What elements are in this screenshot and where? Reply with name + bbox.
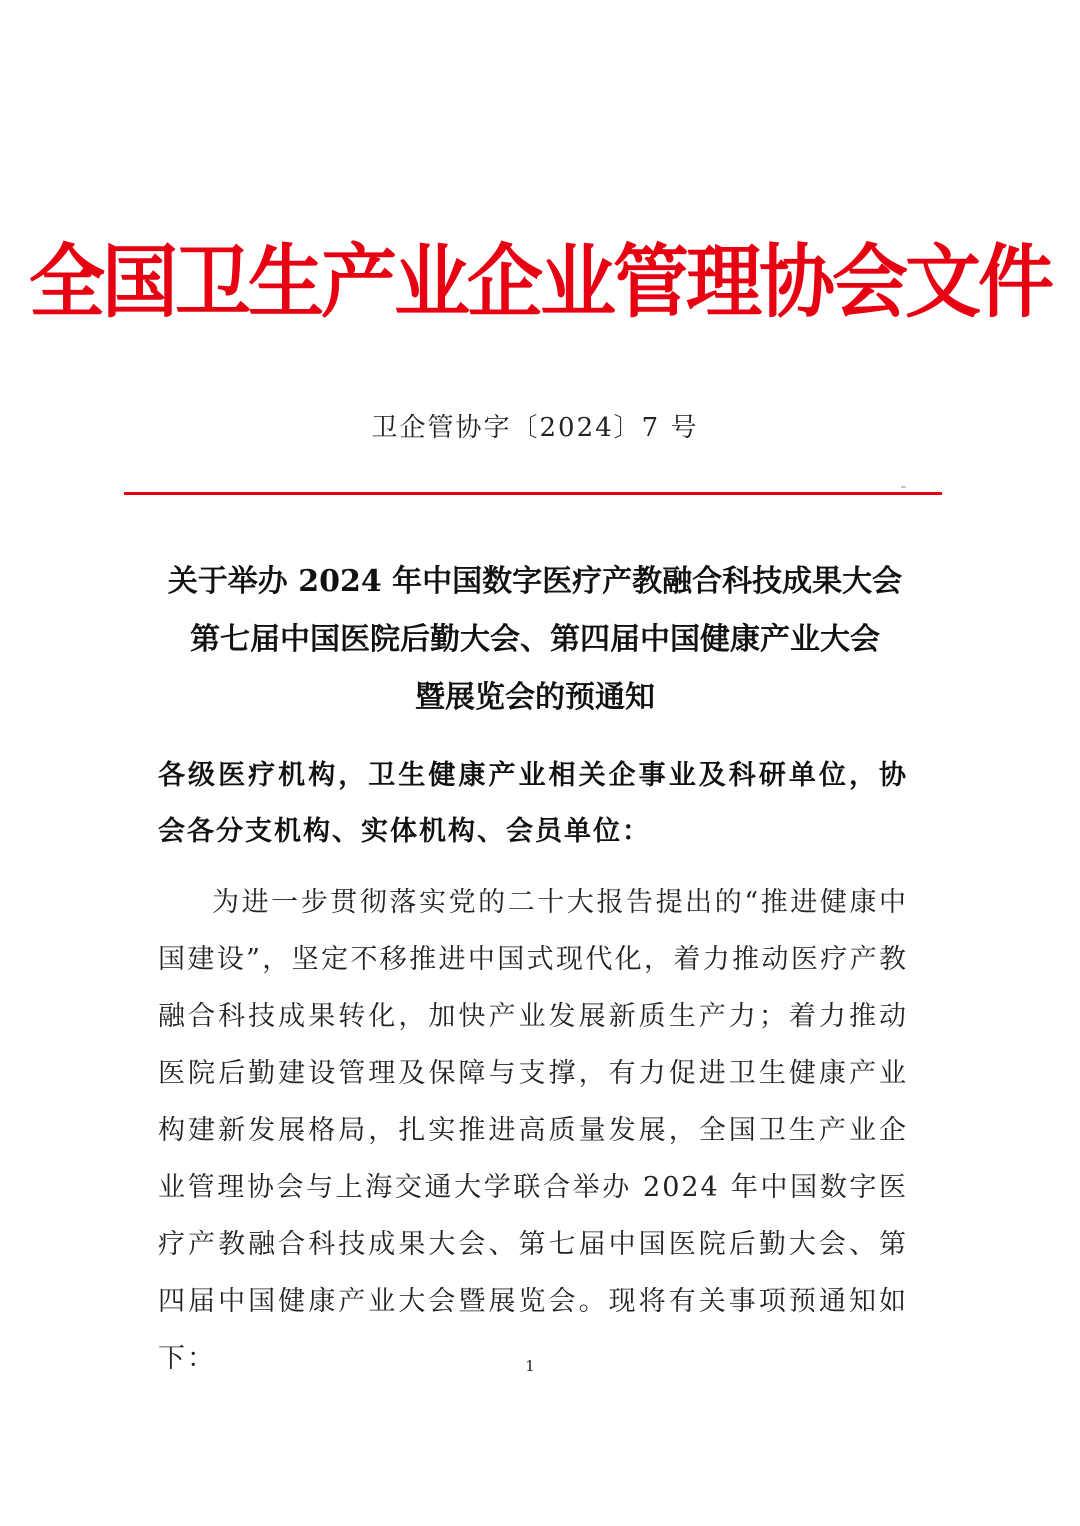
notice-title-line: 暨展览会的预通知: [415, 680, 655, 715]
red-divider-line: [124, 492, 942, 495]
body-paragraph: 为进一步贯彻落实党的二十大报告提出的“推进健康中国建设”，坚定不移推进中国式现代化，着力推动医疗产教融合科技成果转化，加快产业发展新质生产力；着力推动医院后勤建设管理及保障与支撑，有力促进卫生健康产业构建新发展格局，扎实推进高质量发展，全国卫生产业企业管理协会与上海交通大学联合举办 2024 年中国数字医疗产教融合科技成果大会、第七届中国医院后勤大会、第四届中国健康产业大会暨展览会。现将有关事项预通知如下：: [158, 887, 908, 1374]
page-number: 1: [525, 1357, 535, 1375]
masthead-title: 全国卫生产业企业管理协会文件: [29, 234, 1051, 329]
scan-speck: [901, 486, 906, 488]
notice-title-line: 第七届中国医院后勤大会、第四届中国健康产业大会: [190, 622, 880, 657]
document-number: 卫企管协字〔2024〕7 号: [371, 413, 699, 443]
notice-title: [130, 553, 940, 727]
notice-title-line: 关于举办 2024 年中国数字医疗产教融合科技成果大会: [167, 564, 903, 599]
addressee: 各级医疗机构，卫生健康产业相关企事业及科研单位，协会各分支机构、实体机构、会员单位：: [158, 760, 908, 847]
